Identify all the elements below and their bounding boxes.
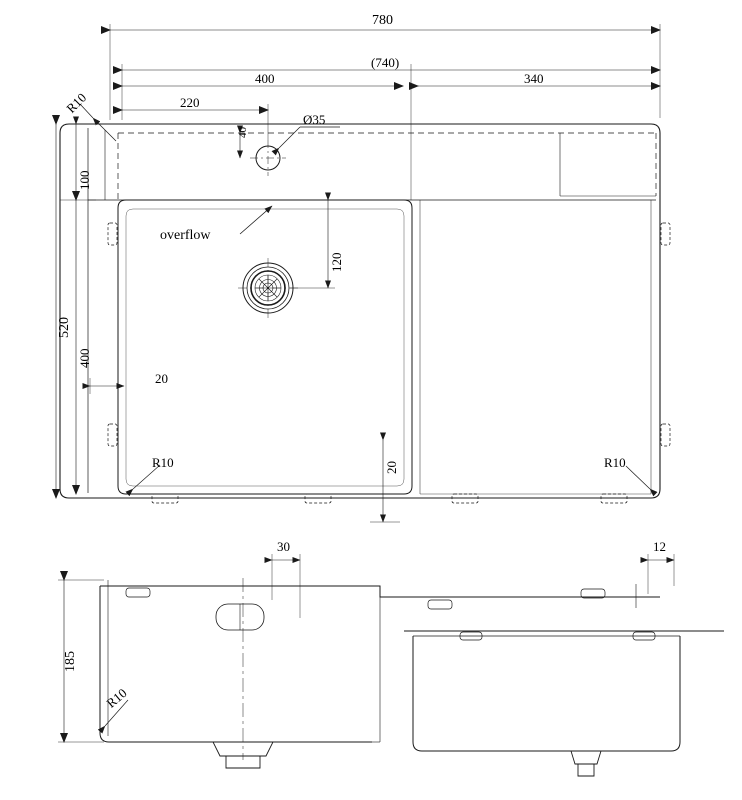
- top-view-dimensions: [56, 24, 660, 522]
- dim-label-waste-from-top: 120: [329, 252, 344, 272]
- dim-label-bottom-inset: 20: [384, 461, 399, 474]
- dim-label-drainer-width: 340: [524, 71, 544, 86]
- dim-label-bowl-width: 400: [255, 71, 275, 86]
- dim-label-corner-radius-bottom-right: R10: [604, 455, 626, 470]
- dim-label-rim-thickness: 12: [653, 539, 666, 554]
- dim-label-tap-hole-offset: 220: [180, 95, 200, 110]
- left-elevation-view: [100, 578, 660, 768]
- dim-label-rim-depth: 100: [77, 170, 92, 190]
- dim-label-flange-offset: 30: [277, 539, 290, 554]
- top-view-outline: [57, 120, 670, 503]
- dim-label-overall-depth: 520: [57, 317, 72, 338]
- dim-label-overall-width: 780: [372, 13, 393, 28]
- dim-label-tap-hole-from-edge: 40: [237, 127, 249, 138]
- dim-label-corner-radius-bottom-left: R10: [152, 455, 174, 470]
- dim-label-tap-hole-diameter: Ø35: [303, 112, 326, 127]
- dim-label-left-inset: 20: [155, 371, 168, 386]
- dim-label-bowl-depth: 400: [77, 348, 92, 368]
- dim-label-section-height: 185: [63, 651, 78, 672]
- dim-label-corner-radius-top-left: R10: [63, 89, 90, 116]
- dim-label-corner-radius-section: R10: [103, 685, 130, 711]
- dim-label-inner-width: (740): [371, 55, 400, 70]
- right-elevation-view: [404, 631, 724, 776]
- annotation-overflow: overflow: [160, 228, 211, 243]
- elevation-dimensions: [58, 554, 674, 742]
